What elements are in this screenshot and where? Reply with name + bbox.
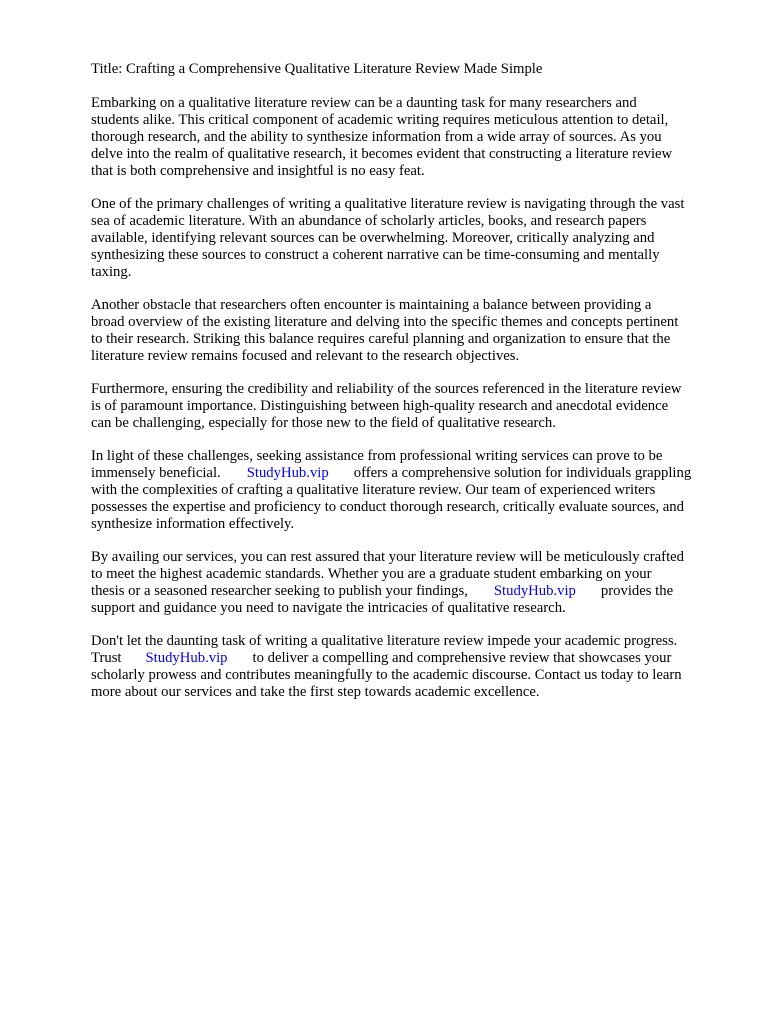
text-line: sea of academic literature. With an abundance of scholarly articles, books, and research papers — [91, 213, 647, 229]
text-segment: Trust — [91, 650, 122, 666]
paragraph-balance — [91, 297, 731, 365]
studyhub-link[interactable]: StudyHub.vip — [145, 650, 228, 666]
text-line: that is both comprehensive and insightful is no easy feat. — [91, 163, 425, 179]
text-line: with the complexities of crafting a qualitative literature review. Our team of experienced writers — [91, 482, 656, 498]
text-segment: thesis or a seasoned researcher seeking to publish your findings, — [91, 583, 468, 599]
text-line: broad overview of the existing literature and delving into the specific themes and concepts pertinent — [91, 314, 679, 330]
text-line: literature review remains focused and relevant to the research objectives. — [91, 348, 520, 364]
paragraph-challenges — [91, 196, 731, 281]
text-line: synthesizing these sources to construct a coherent narrative can be time-consuming and mentally — [91, 247, 660, 263]
text-line: In light of these challenges, seeking assistance from professional writing services can prove to be — [91, 448, 663, 464]
text-line: Don't let the daunting task of writing a qualitative literature review impede your academic progress. — [91, 633, 678, 649]
text-line: delve into the realm of qualitative research, it becomes evident that constructing a literature review — [91, 146, 673, 162]
text-line: thorough research, and the ability to synthesize information from a wide array of sources. As you — [91, 129, 662, 145]
text-segment: to deliver a compelling and comprehensive review that showcases your — [252, 650, 672, 666]
text-segment: offers a comprehensive solution for individuals grappling — [353, 465, 692, 481]
document-title: Title: Crafting a Comprehensive Qualitative Literature Review Made Simple — [91, 61, 543, 77]
text-line — [91, 465, 731, 482]
paragraph-assistance — [91, 448, 731, 533]
text-line: to their research. Striking this balance requires careful planning and organization to ensure that the — [91, 331, 671, 347]
text-line: possesses the expertise and proficiency to conduct thorough research, critically evaluate sources, and — [91, 499, 684, 515]
text-line: can be challenging, especially for those new to the field of qualitative research. — [91, 415, 556, 431]
text-line: Embarking on a qualitative literature review can be a daunting task for many researchers and — [91, 95, 637, 111]
text-line: scholarly prowess and contributes meaningfully to the academic discourse. Contact us today to learn — [91, 667, 682, 683]
text-line: By availing our services, you can rest assured that your literature review will be meticulously crafted — [91, 549, 685, 565]
text-line: Furthermore, ensuring the credibility and reliability of the sources referenced in the literature review — [91, 381, 682, 397]
text-line: synthesize information effectively. — [91, 516, 295, 532]
text-line: Another obstacle that researchers often encounter is maintaining a balance between providing a — [91, 297, 652, 313]
studyhub-link[interactable]: StudyHub.vip — [246, 465, 329, 481]
text-line — [91, 583, 731, 600]
text-segment: immensely beneficial. — [91, 465, 221, 481]
text-line: support and guidance you need to navigate the intricacies of qualitative research. — [91, 600, 566, 616]
text-line: One of the primary challenges of writing a qualitative literature review is navigating through the vast — [91, 196, 685, 212]
text-line — [91, 650, 731, 667]
text-line: is of paramount importance. Distinguishing between high-quality research and anecdotal evidence — [91, 398, 669, 414]
text-segment: provides the — [600, 583, 674, 599]
paragraph-intro — [91, 95, 731, 180]
text-line: taxing. — [91, 264, 132, 280]
paragraph-call-to-action — [91, 633, 731, 701]
text-line: available, identifying relevant sources can be overwhelming. Moreover, critically analyzing and — [91, 230, 655, 246]
text-line: students alike. This critical component of academic writing requires meticulous attention to detail, — [91, 112, 669, 128]
paragraph-credibility — [91, 381, 731, 432]
studyhub-link[interactable]: StudyHub.vip — [493, 583, 576, 599]
text-line: more about our services and take the first step towards academic excellence. — [91, 684, 540, 700]
paragraph-services — [91, 549, 731, 617]
text-line: to meet the highest academic standards. Whether you are a graduate student embarking on your — [91, 566, 652, 582]
